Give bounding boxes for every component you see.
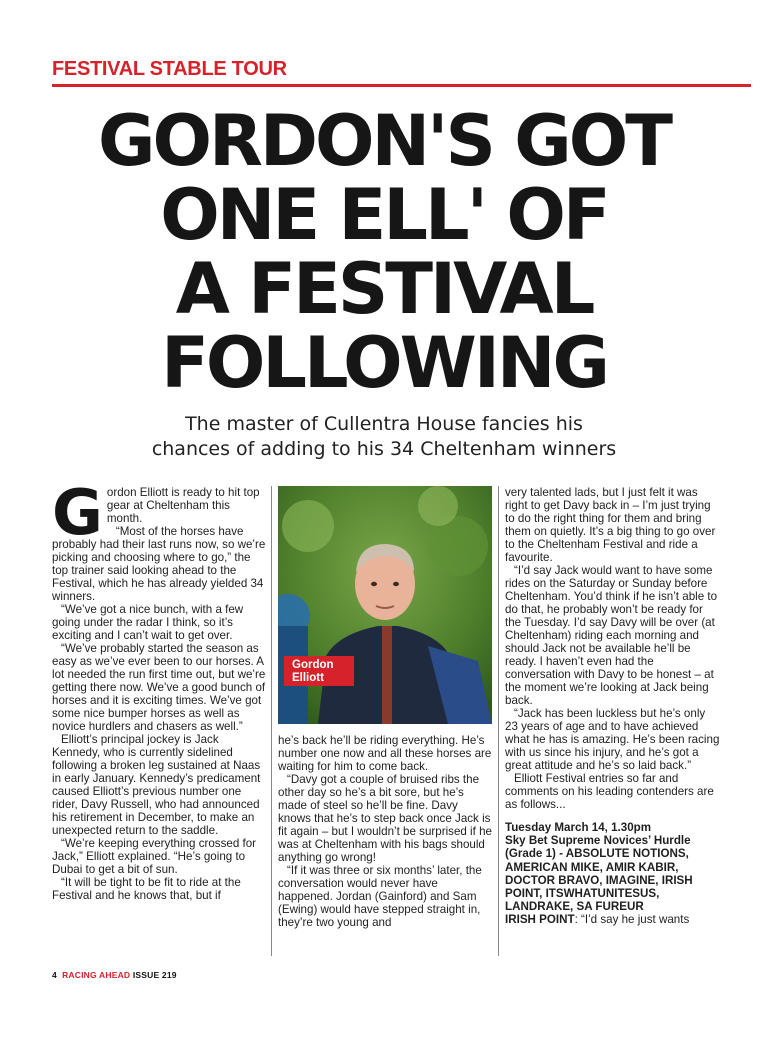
photo-gordon-elliott — [278, 486, 492, 724]
drop-cap: G — [52, 476, 103, 549]
paragraph: very talented lads, but I just felt it was right to get Davy back in – I’m just trying to do the right thing for them and bring them on quietly. It’s a big thing to go over to the Cheltenham Festival and ride a favourite. — [505, 486, 716, 564]
kicker-rule — [52, 84, 751, 87]
section-kicker: FESTIVAL STABLE TOUR — [52, 58, 287, 80]
paragraph: he’s back he’ll be riding everything. He’s number one now and all these horses are waiting for him to come back. — [278, 734, 492, 773]
paragraph: “We’ve probably started the season as easy as we’ve ever been to our horses. A lot needed the run first time out, but we’re getting there now. We’ve a good bunch of horses and it is exciting times. We’ve got some nice bumper horses as well as novice hurdlers and chasers as well.” — [52, 642, 266, 733]
article-column-1 — [52, 476, 266, 902]
headline — [52, 100, 716, 404]
article-column-2 — [278, 734, 492, 929]
magazine-brand: RACING AHEAD — [62, 970, 131, 980]
standfirst-line: chances of adding to his 34 Cheltenham winners — [151, 438, 617, 460]
standfirst — [52, 412, 716, 462]
paragraph: “I’d say Jack would want to have some rides on the Saturday or Sunday before Cheltenham. You’d think if he isn’t able to do that, he probably won’t be ready for the Tuesday. I’d say Davy will be over (at Cheltenham) riding each morning and should Jack not be available he’ll be ready. I haven’t even had the conversation with Davy to be honest – at the moment we’re looking at Jack being back. — [505, 564, 718, 707]
headline-line: GORDON'S GOT — [98, 100, 670, 182]
portrait-illustration — [278, 486, 492, 724]
horse-name: IRISH POINT — [505, 913, 575, 927]
caption-line: Gordon — [292, 659, 334, 671]
paragraph: Elliott’s principal jockey is Jack Kennedy, who is currently sidelined following a broken leg sustained at Naas in early January. Kennedy’s predicament caused Elliott’s previous number one rider, Davy Russell, who had announced his retirement in December, to make an unexpected return to the saddle. — [52, 733, 261, 837]
column-divider — [498, 486, 499, 956]
standfirst-line: The master of Cullentra House fancies his — [185, 413, 583, 435]
article-column-3 — [505, 486, 720, 926]
column-divider — [271, 486, 272, 956]
issue-number: ISSUE 219 — [132, 970, 177, 980]
caption-line: Elliott — [292, 672, 324, 684]
paragraph: “If it was three or six months’ later, the conversation would never have happened. Jordan (Gainford) and Sam (Ewing) would have stepped straight in, they’re two young and — [278, 864, 482, 929]
page-footer — [52, 970, 177, 980]
race-date-time: Tuesday March 14, 1.30pm — [505, 821, 652, 834]
headline-line: FOLLOWING — [161, 322, 607, 404]
paragraph: Elliott Festival entries so far and comments on his leading contenders are as follows... — [505, 772, 714, 811]
paragraph: “Most of the horses have probably had their last runs now, so we’re picking and choosing where to go,” the top trainer said looking ahead to the Festival, which he has already yielded 34 winners. — [52, 525, 266, 603]
horse-comment-text: : “I’d say he just wants — [574, 913, 690, 927]
headline-line: A FESTIVAL — [175, 248, 593, 330]
paragraph: “We’ve got a nice bunch, with a few going under the radar I think, so it’s exciting and I can’t wait to get over. — [52, 603, 244, 642]
paragraph: “Davy got a couple of bruised ribs the other day so he’s a bit sore, but he’s made of steel so he’ll be fine. Davy knows that he’s to step back once Jack is fit again – but I wouldn’t be surprised if he was at Cheltenham with his bags should anything go wrong! — [278, 773, 492, 864]
paragraph: “It will be tight to be fit to ride at the Festival and he knows that, but if — [52, 876, 241, 902]
horse-comment — [505, 913, 720, 926]
race-entry-block — [505, 821, 720, 913]
paragraph: “We’re keeping everything crossed for Jack,” Elliott explained. “He’s going to Dubai to get a bit of sun. — [52, 837, 257, 876]
photo-caption — [284, 656, 354, 686]
race-title: Sky Bet Supreme Novices’ Hurdle (Grade 1) - ABSOLUTE NOTIONS, AMERICAN MIKE, AMIR KABIR, DOCTOR BRAVO, IMAGINE, IRISH POINT, ITSWHATUNITESUS, LANDRAKE, SA FUREUR — [505, 834, 693, 914]
headline-line: ONE ELL' OF — [160, 174, 608, 256]
paragraph: “Jack has been luckless but he’s only 23 years of age and to have achieved what he has is amazing. He’s been racing with us since his injury, and he’s got a great attitude and he’s so laid back.” — [505, 707, 720, 772]
page-number: 4 — [52, 970, 57, 980]
paragraph: ordon Elliott is ready to hit top gear at Cheltenham this month. — [106, 486, 260, 525]
